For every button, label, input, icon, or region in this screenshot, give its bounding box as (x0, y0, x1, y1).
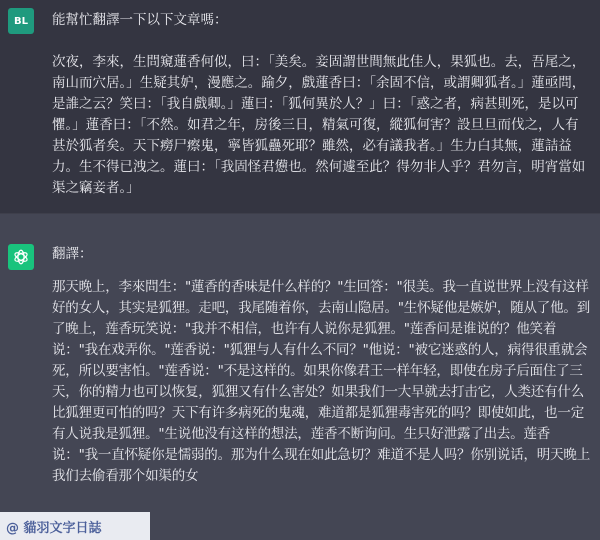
assistant-avatar (8, 244, 34, 270)
user-avatar-initials: BL (14, 15, 28, 27)
openai-logo-icon (12, 248, 30, 266)
assistant-message-title: 翻譯： (52, 246, 93, 262)
user-message (0, 0, 600, 213)
assistant-message (0, 213, 600, 540)
watermark-text: @ 貓羽文字日誌 (6, 520, 102, 536)
user-avatar (8, 8, 34, 34)
assistant-message-text: 那天晚上，李來問生："蓮香的香味是什么样的？"生回答："很美。我一直说世界上没有这样好的女人，其实是狐狸。走吧，我尾随着你，去南山隐居。"生怀疑他是嫉妒，随从了他。到了晚上，莲香玩笑说："我并不相信，也许有人说你是狐狸。"莲香问是谁说的？他笑着说："我在戏弄你。"莲香说："狐狸与人有什么不同？"他说："被它迷惑的人，病得很重就会死，所以要害怕。"莲香说："不是这样的。如果你像君王一样年轻，即使在房子后面住了三天，你的精力也可以恢复，狐狸又有什么害处？如果我们一大早就去打击它，人类还有什么比狐狸更可怕的吗？天下有许多病死的鬼魂，难道都是狐狸毒害死的吗？即使如此，也一定有人说我是狐狸。"生说他没有这样的想法，莲香不断询问。生只好泄露了出去。莲香说："我一直怀疑你是懦弱的。那为什么现在如此急切？难道不是人吗？你别说话，明天晚上我们去偷看那个如渠的女 (52, 279, 591, 484)
user-message-text: 能幫忙翻譯一下以下文章嗎： 次夜，李來，生問窺蓮香何似，曰：「美矣。妾固謂世間無此佳人，果狐也。去，吾尾之，南山而穴居。」生疑其妒，漫應之。踰夕，戲蓮香曰：「余固不信，或謂卿狐者。」蓮亟問，是誰之云？笑曰：「我自戲卿。」蓮曰：「狐何異於人？」曰：「惑之者，病甚則死，是以可懼。」蓮香曰：「不然。如君之年，房後三日，精氣可復，縱狐何害？設旦旦而伐之，人有甚於狐者矣。天下癆尸瘵鬼，寧皆狐蠱死耶？雖然，必有議我者。」生力白其無，蓮詰益力。生不得已洩之。蓮曰：「我固怪君憊也。然何遽至此？得勿非人乎？君勿言，明宵當如渠之竊妾者。」 (52, 12, 586, 196)
watermark (0, 512, 150, 540)
